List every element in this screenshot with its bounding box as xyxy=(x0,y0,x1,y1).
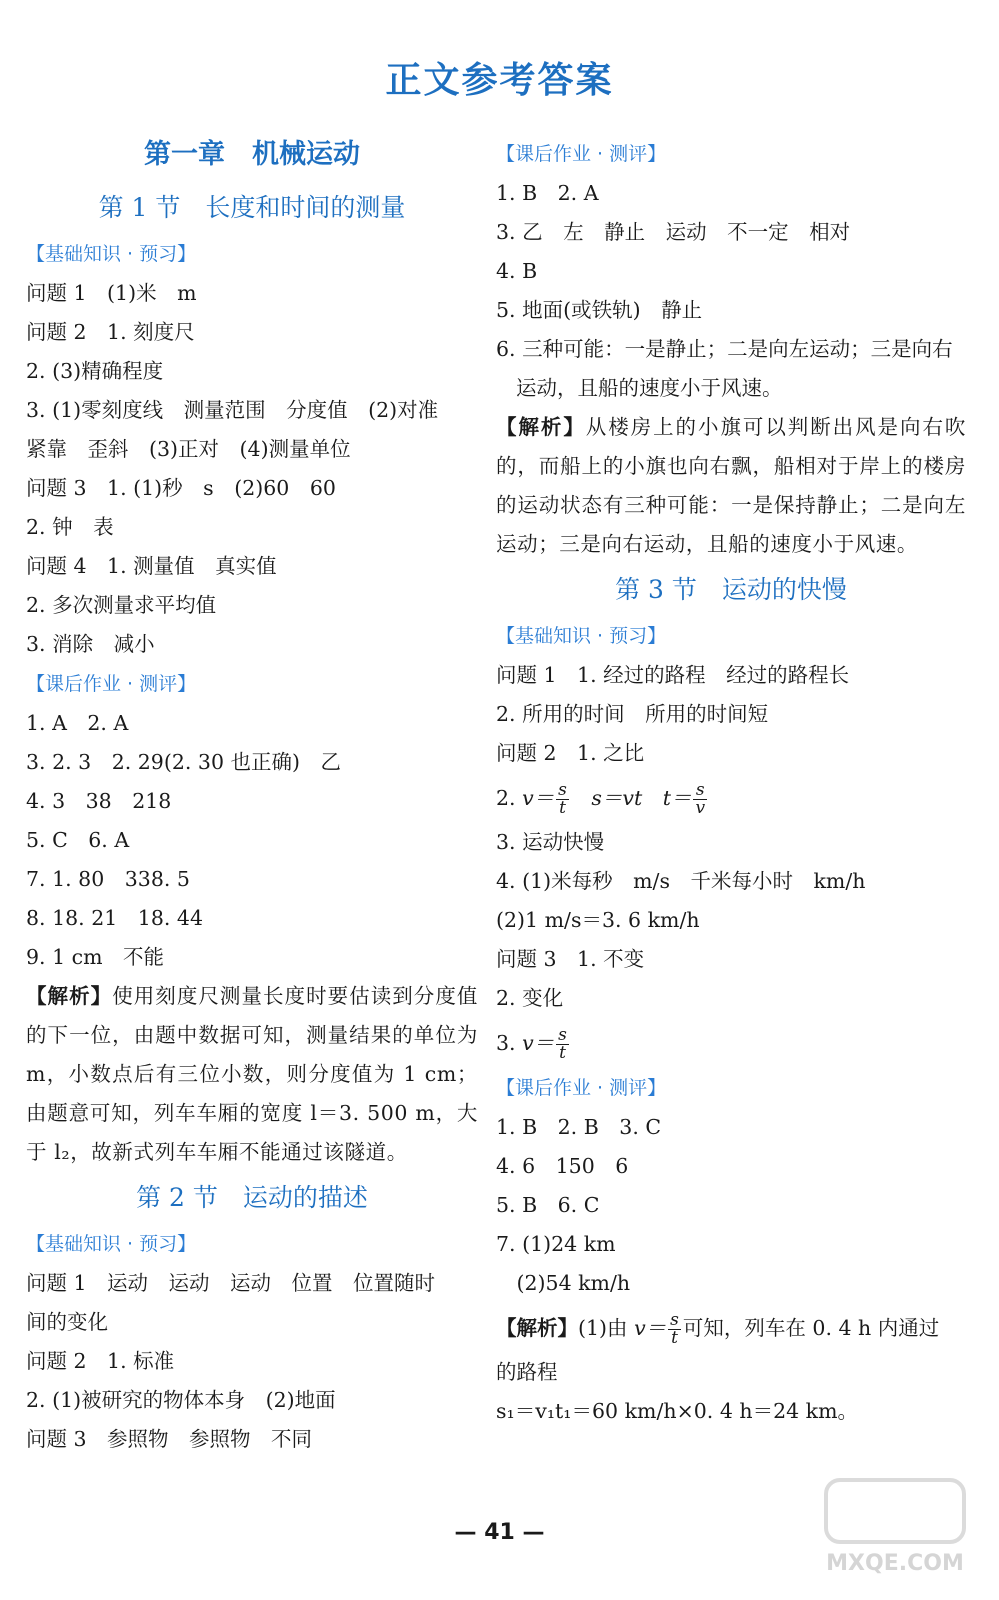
answer-line: 问题 1 运动 运动 运动 位置 位置随时 xyxy=(26,1271,436,1295)
answer-line: 3. 2. 3 2. 29(2. 30 也正确) 乙 xyxy=(26,750,342,774)
answer-line: 4. (1)米每秒 m/s 千米每小时 km/h xyxy=(496,869,866,893)
answer-line: 2. 所用的时间 所用的时间短 xyxy=(496,702,769,726)
page-number: — 41 — xyxy=(454,1520,545,1545)
denominator: t xyxy=(559,798,566,818)
answer-line: 问题 1 1. 经过的路程 经过的路程长 xyxy=(496,663,850,687)
answer-line: 1. B 2. B 3. C xyxy=(496,1115,662,1139)
answer-line: 问题 1 (1)米 m xyxy=(26,281,197,305)
answer-line: 问题 2 1. 之比 xyxy=(496,741,645,765)
answer-line: 5. B 6. C xyxy=(496,1193,600,1217)
answer-line: 5. 地面(或铁轨) 静止 xyxy=(496,298,703,322)
right-column xyxy=(496,134,966,1431)
answer-line: 问题 3 参照物 参照物 不同 xyxy=(26,1427,313,1451)
analysis-text: (1)由 xyxy=(578,1316,635,1340)
fraction-s-over-t xyxy=(556,782,569,817)
tag-preview: 【基础知识 · 预习】 xyxy=(26,1233,197,1255)
watermark-logo xyxy=(820,1470,970,1580)
answer-line: 4. B xyxy=(496,259,538,283)
numerator: s xyxy=(693,782,707,800)
answer-line: 2. (3)精确程度 xyxy=(26,359,164,383)
analysis-label: 【解析】 xyxy=(26,984,113,1008)
answer-line: 4. 6 150 6 xyxy=(496,1154,629,1178)
answer-line: 9. 1 cm 不能 xyxy=(26,945,165,969)
answer-line: 2. 变化 xyxy=(496,986,564,1010)
formula-v: v＝ xyxy=(522,786,555,810)
denominator: t xyxy=(559,1043,566,1063)
analysis-label: 【解析】 xyxy=(496,415,586,439)
formula-v: v＝ xyxy=(522,1031,555,1055)
analysis-paragraph xyxy=(26,977,478,1172)
answer-line: 运动，且船的速度小于风速。 xyxy=(516,376,783,400)
answer-line: (2)54 km/h xyxy=(496,1271,631,1295)
analysis-text: 可知，列车在 0. 4 h 内通过 xyxy=(682,1316,940,1340)
page-title: 正文参考答案 xyxy=(385,60,614,101)
left-column xyxy=(26,128,478,1459)
section-1-heading: 第 1 节 长度和时间的测量 xyxy=(98,193,406,222)
item-number: 3. xyxy=(496,1031,523,1055)
watermark-text: MXQE.COM xyxy=(826,1551,964,1576)
answer-line: 5. C 6. A xyxy=(26,828,130,852)
fraction-s-over-t xyxy=(668,1312,681,1347)
answer-line: 2. (1)被研究的物体本身 (2)地面 xyxy=(26,1388,336,1412)
section-3-heading: 第 3 节 运动的快慢 xyxy=(615,575,847,604)
answer-line: s₁＝v₁t₁＝60 km/h×0. 4 h＝24 km。 xyxy=(496,1399,859,1423)
analysis-label: 【解析】 xyxy=(496,1316,578,1340)
answer-line: 8. 18. 21 18. 44 xyxy=(26,906,203,930)
analysis-paragraph xyxy=(496,408,966,564)
denominator: v xyxy=(695,798,706,818)
fraction-s-over-t xyxy=(556,1027,569,1062)
tag-homework: 【课后作业 · 测评】 xyxy=(496,1077,667,1099)
answer-line: 问题 4 1. 测量值 真实值 xyxy=(26,554,277,578)
formula-line xyxy=(496,773,966,823)
formula-line xyxy=(496,1303,966,1353)
answer-line: 1. A 2. A xyxy=(26,711,129,735)
answer-line: 1. B 2. A xyxy=(496,181,599,205)
analysis-text: 从楼房上的小旗可以判断出风是向右吹的，而船上的小旗也向右飘，船相对于岸上的楼房的运动状态有三种可能：一是保持静止；二是向左运动；三是向右运动，且船的速度小于风速。 xyxy=(496,415,966,556)
answer-line: 4. 3 38 218 xyxy=(26,789,172,813)
denominator: t xyxy=(671,1328,678,1348)
chapter-heading: 第一章 机械运动 xyxy=(144,139,360,170)
answer-line: 3. (1)零刻度线 测量范围 分度值 (2)对准 xyxy=(26,398,439,422)
answer-line: 3. 乙 左 静止 运动 不一定 相对 xyxy=(496,220,851,244)
answer-line: 2. 多次测量求平均值 xyxy=(26,593,217,617)
numerator: s xyxy=(670,1310,679,1330)
answer-line: 问题 3 1. (1)秒 s (2)60 60 xyxy=(26,476,336,500)
tag-homework: 【课后作业 · 测评】 xyxy=(496,143,667,165)
formula-svt: s＝vt t＝ xyxy=(570,786,692,810)
answer-line: 紧靠 歪斜 (3)正对 (4)测量单位 xyxy=(26,437,351,461)
tag-homework: 【课后作业 · 测评】 xyxy=(26,673,197,695)
answer-line: 6. 三种可能：一是静止；二是向左运动；三是向右 xyxy=(496,337,953,361)
numerator: s xyxy=(558,780,567,800)
numerator: s xyxy=(558,1025,567,1045)
answer-line: 7. (1)24 km xyxy=(496,1232,616,1256)
tag-preview: 【基础知识 · 预习】 xyxy=(26,243,197,265)
formula-v: v＝ xyxy=(634,1316,667,1340)
item-number: 2. xyxy=(496,786,523,810)
answer-line: (2)1 m/s＝3. 6 km/h xyxy=(496,908,700,932)
answer-line: 3. 运动快慢 xyxy=(496,830,605,854)
answer-line: 3. 消除 减小 xyxy=(26,632,155,656)
analysis-text: 使用刻度尺测量长度时要估读到分度值的下一位，由题中数据可知，测量结果的单位为 m，小数点后有三位小数，则分度值为 1 cm；由题意可知，列车车厢的宽度 l＝3. 500 m，大于 l₂，故新式列车车厢不能通过该隧道。 xyxy=(26,984,478,1164)
answer-line: 问题 2 1. 标准 xyxy=(26,1349,175,1373)
answer-line: 问题 2 1. 刻度尺 xyxy=(26,320,195,344)
answer-line: 7. 1. 80 338. 5 xyxy=(26,867,190,891)
answer-line: 的路程 xyxy=(496,1360,558,1384)
answer-line: 问题 3 1. 不变 xyxy=(496,947,645,971)
section-2-heading: 第 2 节 运动的描述 xyxy=(136,1183,368,1212)
answer-line: 间的变化 xyxy=(26,1310,108,1334)
tag-preview: 【基础知识 · 预习】 xyxy=(496,625,667,647)
answer-line: 2. 钟 表 xyxy=(26,515,114,539)
fraction-s-over-v xyxy=(693,782,707,817)
formula-line xyxy=(496,1018,966,1068)
